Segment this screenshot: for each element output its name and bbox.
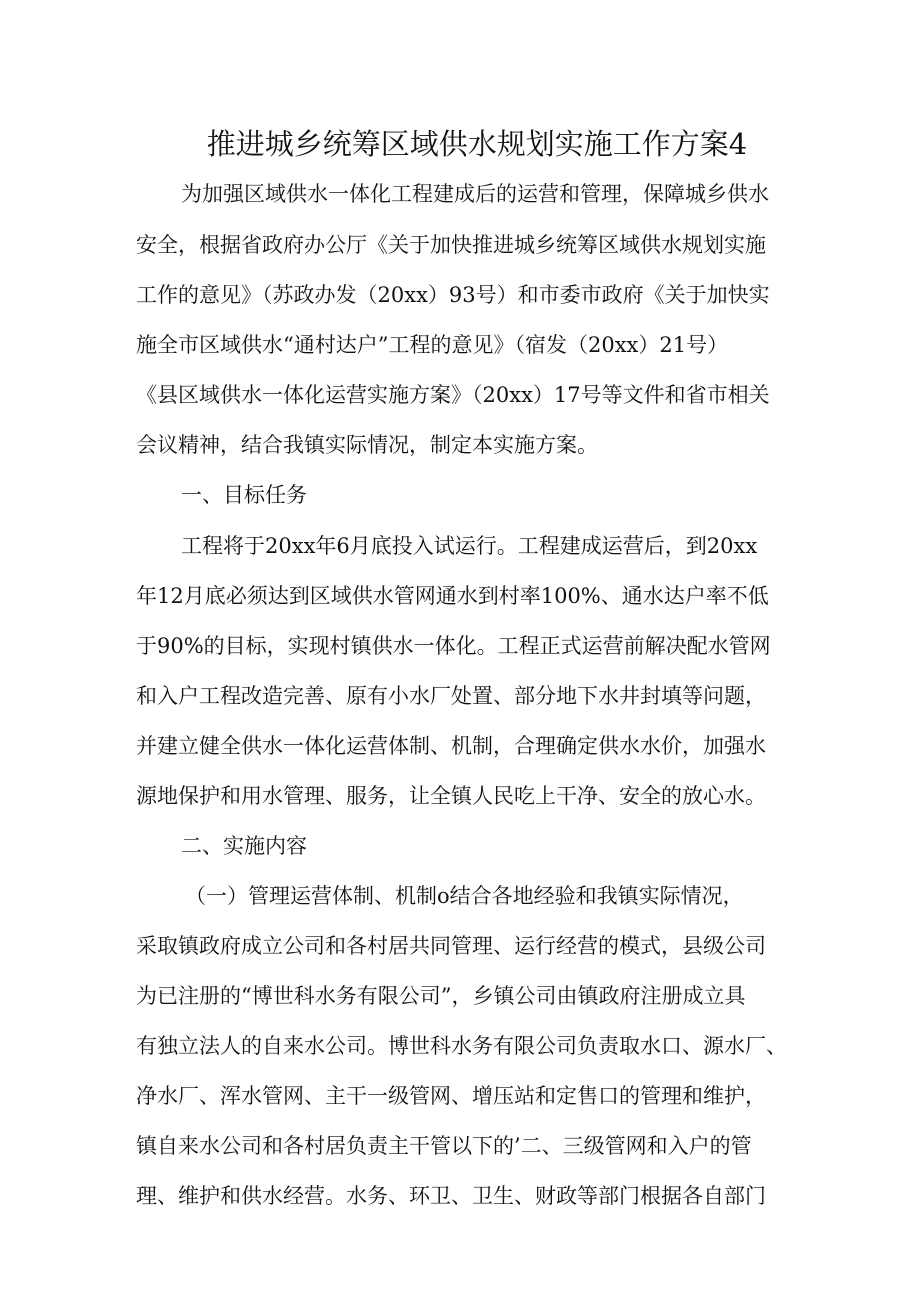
section-heading-1: 一、目标任务 (181, 483, 307, 507)
paragraph-2-line-1: 工程将于20xx年6月底投入试运行。工程建成运营后，到20xx (181, 534, 758, 558)
paragraph-2-line-5: 并建立健全供水一体化运营体制、机制，合理确定供水水价，加强水 (136, 734, 766, 758)
paragraph-2-line-3: 于90%的目标，实现村镇供水一体化。工程正式运营前解决配水管网 (136, 634, 771, 658)
paragraph-3-line-7: 理、维护和供水经营。水务、环卫、卫生、财政等部门根据各自部门 (136, 1184, 766, 1208)
paragraph-1-line-3: 工作的意见》（苏政办发（20xx）93号）和市委市政府《关于加快实 (136, 283, 770, 307)
section-heading-2: 二、实施内容 (181, 834, 307, 858)
paragraph-3-line-1: （一）管理运营体制、机制o结合各地经验和我镇实际情况， (185, 884, 744, 908)
paragraph-1-line-4: 施全市区域供水“通村达户”工程的意见》（宿发（20xx）21号） (136, 333, 729, 357)
paragraph-3-line-4: 有独立法人的自来水公司。博世科水务有限公司负责取水口、源水厂、 (136, 1034, 787, 1058)
paragraph-1-line-2: 安全，根据省政府办公厅《关于加快推进城乡统筹区域供水规划实施 (136, 233, 766, 257)
document-title: 推进城乡统筹区域供水规划实施工作方案4 (206, 127, 748, 161)
paragraph-1-line-5: 《县区域供水一体化运营实施方案》（20xx）17号等文件和省市相关 (136, 383, 770, 407)
paragraph-1-line-6: 会议精神，结合我镇实际情况，制定本实施方案。 (136, 433, 598, 457)
paragraph-2-line-4: 和入户工程改造完善、原有小水厂处置、部分地下水井封填等问题， (136, 684, 766, 708)
paragraph-3-line-2: 采取镇政府成立公司和各村居共同管理、运行经营的模式，县级公司 (136, 934, 766, 958)
paragraph-2-line-2: 年12月底必须达到区域供水管网通水到村率100%、通水达户率不低 (136, 584, 769, 608)
paragraph-2-line-6: 源地保护和用水管理、服务，让全镇人民吃上干净、安全的放心水。 (136, 784, 766, 808)
paragraph-1-line-1: 为加强区域供水一体化工程建成后的运营和管理，保障城乡供水 (181, 182, 769, 206)
paragraph-3-line-6: 镇自来水公司和各村居负责主干管以下的’二、三级管网和入户的管 (136, 1134, 752, 1158)
paragraph-3-line-3: 为已注册的“博世科水务有限公司”，乡镇公司由镇政府注册成立具 (136, 984, 746, 1008)
paragraph-3-line-5: 净水厂、浑水管网、主干一级管网、增压站和定售口的管理和维护， (136, 1084, 766, 1108)
